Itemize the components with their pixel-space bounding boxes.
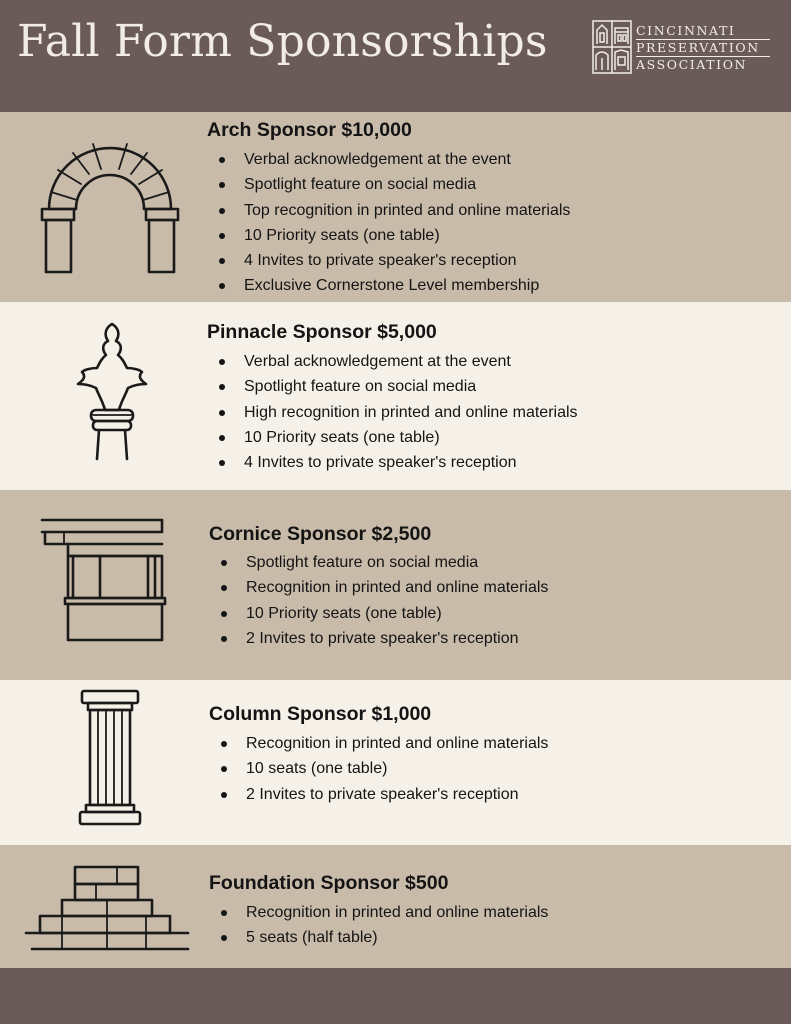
perk-list xyxy=(216,900,548,951)
page-header xyxy=(0,0,791,112)
column-icon xyxy=(76,688,146,828)
page-footer xyxy=(0,968,791,1024)
building-facades-logo-icon xyxy=(592,20,632,74)
pinnacle-finial-icon xyxy=(72,322,152,462)
logo-divider xyxy=(636,39,770,40)
tier-arch-section xyxy=(0,112,791,302)
tier-title: Pinnacle Sponsor $5,000 xyxy=(207,321,437,343)
arch-icon xyxy=(40,134,180,282)
foundation-bricks-icon xyxy=(22,863,192,953)
cornice-icon xyxy=(40,518,170,643)
list-item: Exclusive Cornerstone Level membership xyxy=(214,273,570,298)
tier-foundation-section xyxy=(0,845,791,968)
logo-line-2: PRESERVATION xyxy=(636,40,760,55)
list-item: 4 Invites to private speaker's reception xyxy=(214,450,578,475)
page-title: Fall Form Sponsorships xyxy=(17,16,548,67)
list-item: 10 Priority seats (one table) xyxy=(214,223,570,248)
list-item: 5 seats (half table) xyxy=(216,925,548,950)
list-item: Spotlight feature on social media xyxy=(214,374,578,399)
tier-cornice-section xyxy=(0,490,791,680)
list-item: 10 seats (one table) xyxy=(216,756,548,781)
perk-list xyxy=(216,731,548,807)
list-item: 10 Priority seats (one table) xyxy=(214,425,578,450)
list-item: 2 Invites to private speaker's reception xyxy=(216,782,548,807)
tier-title: Column Sponsor $1,000 xyxy=(209,703,432,725)
logo-line-1: CINCINNATI xyxy=(636,23,736,38)
list-item: Recognition in printed and online materials xyxy=(216,575,548,600)
list-item: Spotlight feature on social media xyxy=(214,172,570,197)
list-item: 10 Priority seats (one table) xyxy=(216,601,548,626)
list-item: Recognition in printed and online materials xyxy=(216,731,548,756)
perk-list xyxy=(214,147,570,299)
perk-list xyxy=(214,349,578,475)
list-item: 4 Invites to private speaker's reception xyxy=(214,248,570,273)
list-item: Recognition in printed and online materials xyxy=(216,900,548,925)
perk-list xyxy=(216,550,548,651)
list-item: Verbal acknowledgement at the event xyxy=(214,147,570,172)
logo-line-3: ASSOCIATION xyxy=(636,57,748,72)
tier-title: Cornice Sponsor $2,500 xyxy=(209,523,432,545)
logo-divider xyxy=(636,56,770,57)
tier-title: Foundation Sponsor $500 xyxy=(209,872,449,894)
tier-column-section xyxy=(0,680,791,845)
logo-wordmark xyxy=(636,22,772,73)
list-item: Verbal acknowledgement at the event xyxy=(214,349,578,374)
list-item: 2 Invites to private speaker's reception xyxy=(216,626,548,651)
tier-pinnacle-section xyxy=(0,302,791,490)
list-item: Top recognition in printed and online materials xyxy=(214,198,570,223)
list-item: High recognition in printed and online materials xyxy=(214,400,578,425)
list-item: Spotlight feature on social media xyxy=(216,550,548,575)
tier-title: Arch Sponsor $10,000 xyxy=(207,119,412,141)
cincinnati-preservation-logo xyxy=(592,20,772,74)
